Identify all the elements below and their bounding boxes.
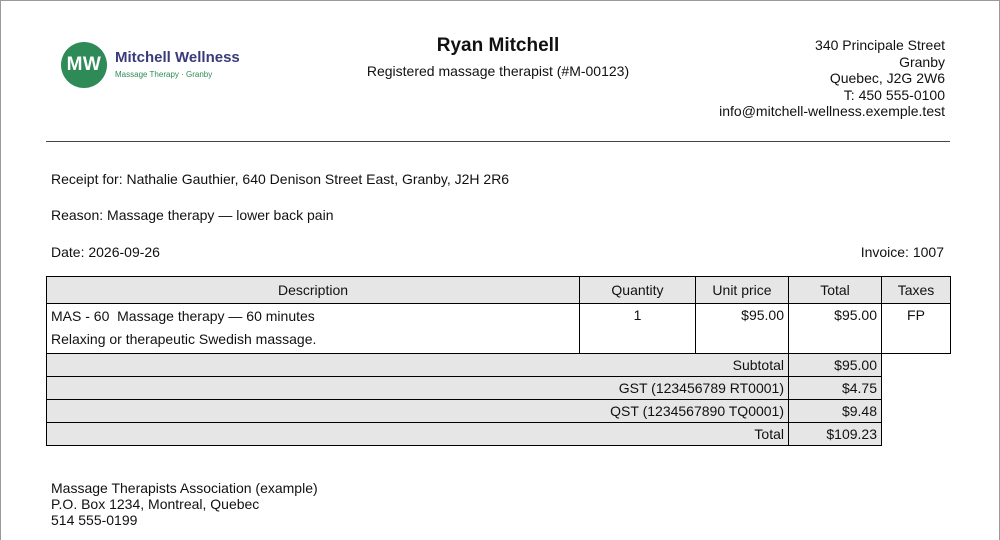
header-divider [46, 141, 950, 142]
header-unit-price: Unit price [696, 277, 789, 304]
invoice-number: Invoice: 1007 [860, 244, 944, 260]
association-name: Massage Therapists Association (example) [51, 480, 318, 496]
address-province-postal: Quebec, J2G 2W6 [829, 70, 945, 86]
address-email: info@mitchell-wellness.exemple.test [719, 103, 945, 119]
header-taxes: Taxes [882, 277, 951, 304]
logo-initials: MW [66, 54, 102, 75]
gst-value: $4.75 [789, 377, 882, 400]
therapist-name: Ryan Mitchell [436, 35, 560, 56]
association-phone: 514 555-0199 [51, 512, 138, 528]
therapist-subtitle: Registered massage therapist (#M-00123) [366, 63, 630, 79]
receipt-date: Date: 2026-09-26 [51, 244, 160, 260]
line-description [47, 304, 580, 354]
summary-row-subtotal [47, 354, 951, 377]
table-row [47, 304, 951, 354]
line-taxes: FP [882, 304, 951, 354]
summary-spacer [882, 354, 951, 377]
association-footer [51, 480, 318, 528]
address-phone: T: 450 555-0100 [843, 86, 945, 103]
address-city: Granby [899, 53, 945, 70]
logo-tagline: Massage Therapy · Granby [115, 70, 213, 79]
table-header-row [47, 277, 951, 304]
header-quantity: Quantity [580, 277, 696, 304]
line-quantity: 1 [580, 304, 696, 354]
qst-value: $9.48 [789, 400, 882, 423]
line-description-detail: Relaxing or therapeutic Swedish massage. [51, 331, 317, 347]
business-logo [61, 42, 240, 88]
logo-mark [61, 42, 107, 88]
summary-row-gst [47, 377, 951, 400]
qst-label: QST (1234567890 TQ0001) [47, 400, 789, 423]
line-total: $95.00 [789, 304, 882, 354]
business-address [719, 37, 945, 120]
summary-row-total [47, 423, 951, 446]
line-description-main: MAS - 60 Massage therapy — 60 minutes [51, 308, 315, 324]
invoice-table [46, 276, 951, 446]
summary-spacer [882, 423, 951, 446]
gst-label: GST (123456789 RT0001) [47, 377, 789, 400]
logo-name: Mitchell Wellness [115, 49, 240, 66]
subtotal-value: $95.00 [789, 354, 882, 377]
subtotal-label: Subtotal [47, 354, 789, 377]
address-street: 340 Principale Street [815, 37, 945, 53]
summary-row-qst [47, 400, 951, 423]
header-description: Description [47, 277, 580, 304]
therapist-header [300, 35, 696, 79]
receipt-reason: Reason: Massage therapy — lower back pain [51, 207, 334, 223]
association-address: P.O. Box 1234, Montreal, Quebec [51, 496, 260, 512]
logo-text [115, 49, 240, 81]
receipt-for: Receipt for: Nathalie Gauthier, 640 Denison Street East, Granby, J2H 2R6 [51, 171, 510, 187]
total-value: $109.23 [789, 423, 882, 446]
line-unit-price: $95.00 [696, 304, 789, 354]
summary-spacer [882, 400, 951, 423]
header-total: Total [789, 277, 882, 304]
total-label: Total [47, 423, 789, 446]
summary-spacer [882, 377, 951, 400]
